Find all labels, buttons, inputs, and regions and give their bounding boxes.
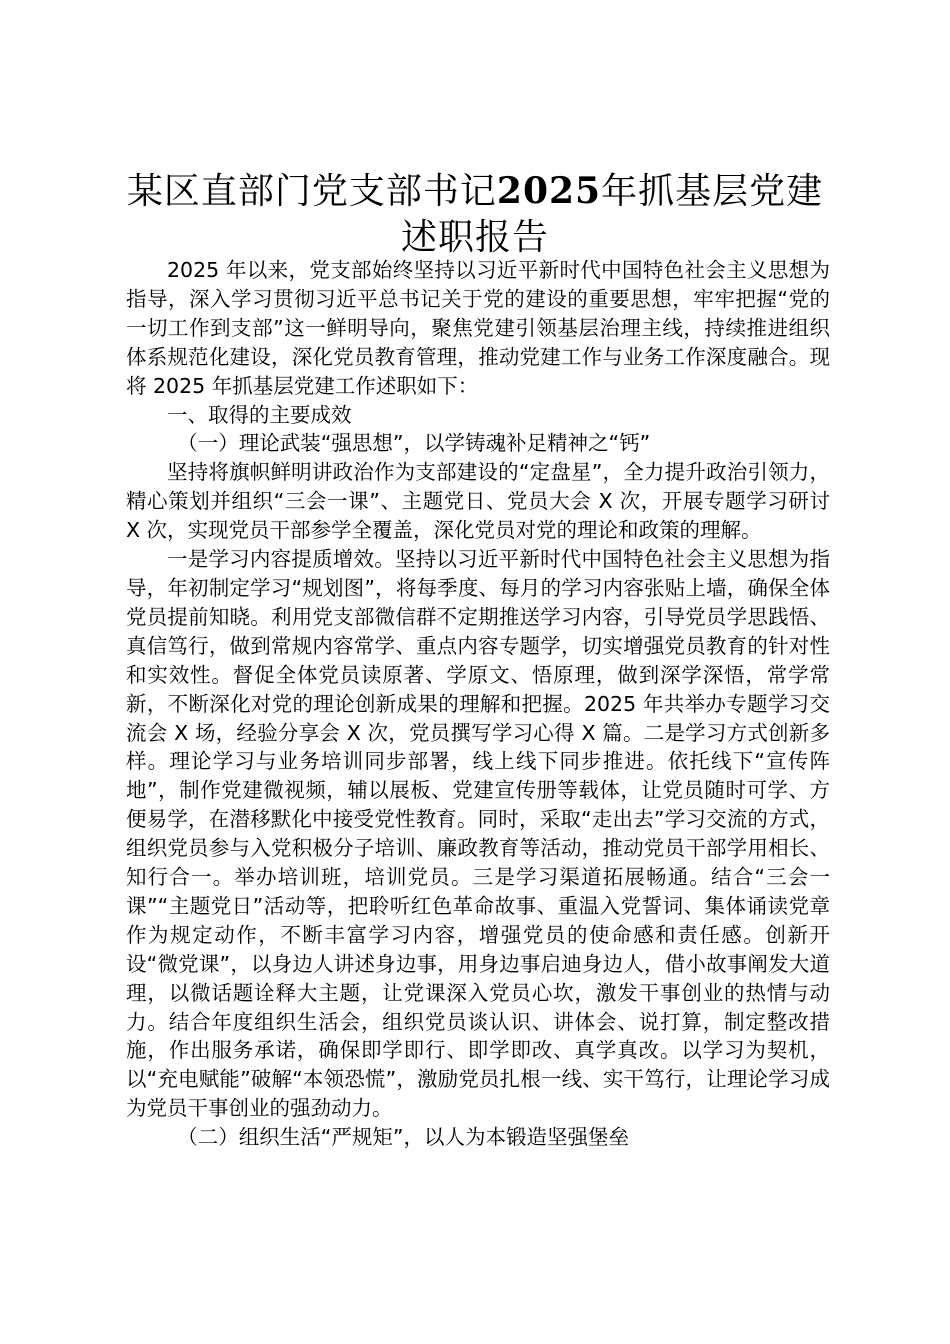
body-paragraph: 一是学习内容提质增效。坚持以习近平新时代中国特色社会主义思想为指导，年初制定学习“规划图”，将每季度、每月的学习内容张贴上墙，确保全体党员提前知晓。利用党支部微信群不定期推送学习内容，引导党员学思践悟、真信笃行，做到常规内容常学、重点内容专题学，切实增强党员教育的针对性和实效性。督促全体党员读原著、学原文、悟原理，做到深学深悟，常学常新，不断深化对党的理论创新成果的理解和把握。2025 年共举办专题学习交流会 X 场，经验分享会 X 次，党员撰写学习心得 X 篇。二是学习方式创新多样。理论学习与业务培训同步部署，线上线下同步推进。依托线下“宣传阵地”，制作党建微视频，辅以展板、党建宣传册等载体，让党员随时可学、方便易学，在潜移默化中接受党性教育。同时，采取“走出去”学习交流的方式，组织党员参与入党积极分子培训、廉政教育等活动，推动党员干部学用相长、知行合一。举办培训班，培训党员。三是学习渠道拓展畅通。结合“三会一课”“主题党日”活动等，把聆听红色革命故事、重温入党誓词、集体诵读党章作为规定动作，不断丰富学习内容，增强党员的使命感和责任感。创新开设“微党课”，以身边人讲述身边事，用身边事启迪身边人，借小故事阐发大道理，以微话题诠释大主题，让党课深入党员心坎，激发干事创业的热情与动力。结合年度组织生活会，组织党员谈认识、讲体会、说打算，制定整改措施，作出服务承诺，确保即学即行、即学即改、真学真改。以学习为契机，以“充电赋能”破解“本领恐慌”，激励党员扎根一线、实干笃行，让理论学习成为党员干事创业的强劲动力。 bbox=[126, 547, 830, 1121]
subsection-heading: （一）理论武装“强思想”，以学铸魂补足精神之“钙” bbox=[177, 431, 651, 456]
body-paragraph: 坚持将旗帜鲜明讲政治作为支部建设的“定盘星”，全力提升政治引领力，精心策划并组织“三会一课”、主题党日、党员大会 X 次，开展专题学习研讨 X 次，实现党员干部参学全覆盖，深化党员对党的理论和政策的理解。 bbox=[126, 460, 830, 543]
title-part2: 年抓基层党建述职报告 bbox=[400, 171, 824, 258]
title-part1: 某区直部门党支部书记 bbox=[126, 171, 497, 212]
title-year: 2025 bbox=[496, 170, 602, 212]
subsection-heading: （二）组织生活“严规矩”，以人为本锻造坚强堡垒 bbox=[177, 1125, 629, 1150]
document-title bbox=[110, 168, 840, 261]
document-body bbox=[126, 256, 830, 1152]
intro-paragraph: 2025 年以来，党支部始终坚持以习近平新时代中国特色社会主义思想为指导，深入学习贯彻习近平总书记关于党的建设的重要思想，牢牢把握“党的一切工作到支部”这一鲜明导向，聚焦党建引领基层治理主线，持续推进组织体系规范化建设，深化党员教育管理，推动党建工作与业务工作深度融合。现将 2025 年抓基层党建工作述职如下： bbox=[126, 258, 830, 398]
section-heading: 一、取得的主要成效 bbox=[167, 402, 352, 427]
